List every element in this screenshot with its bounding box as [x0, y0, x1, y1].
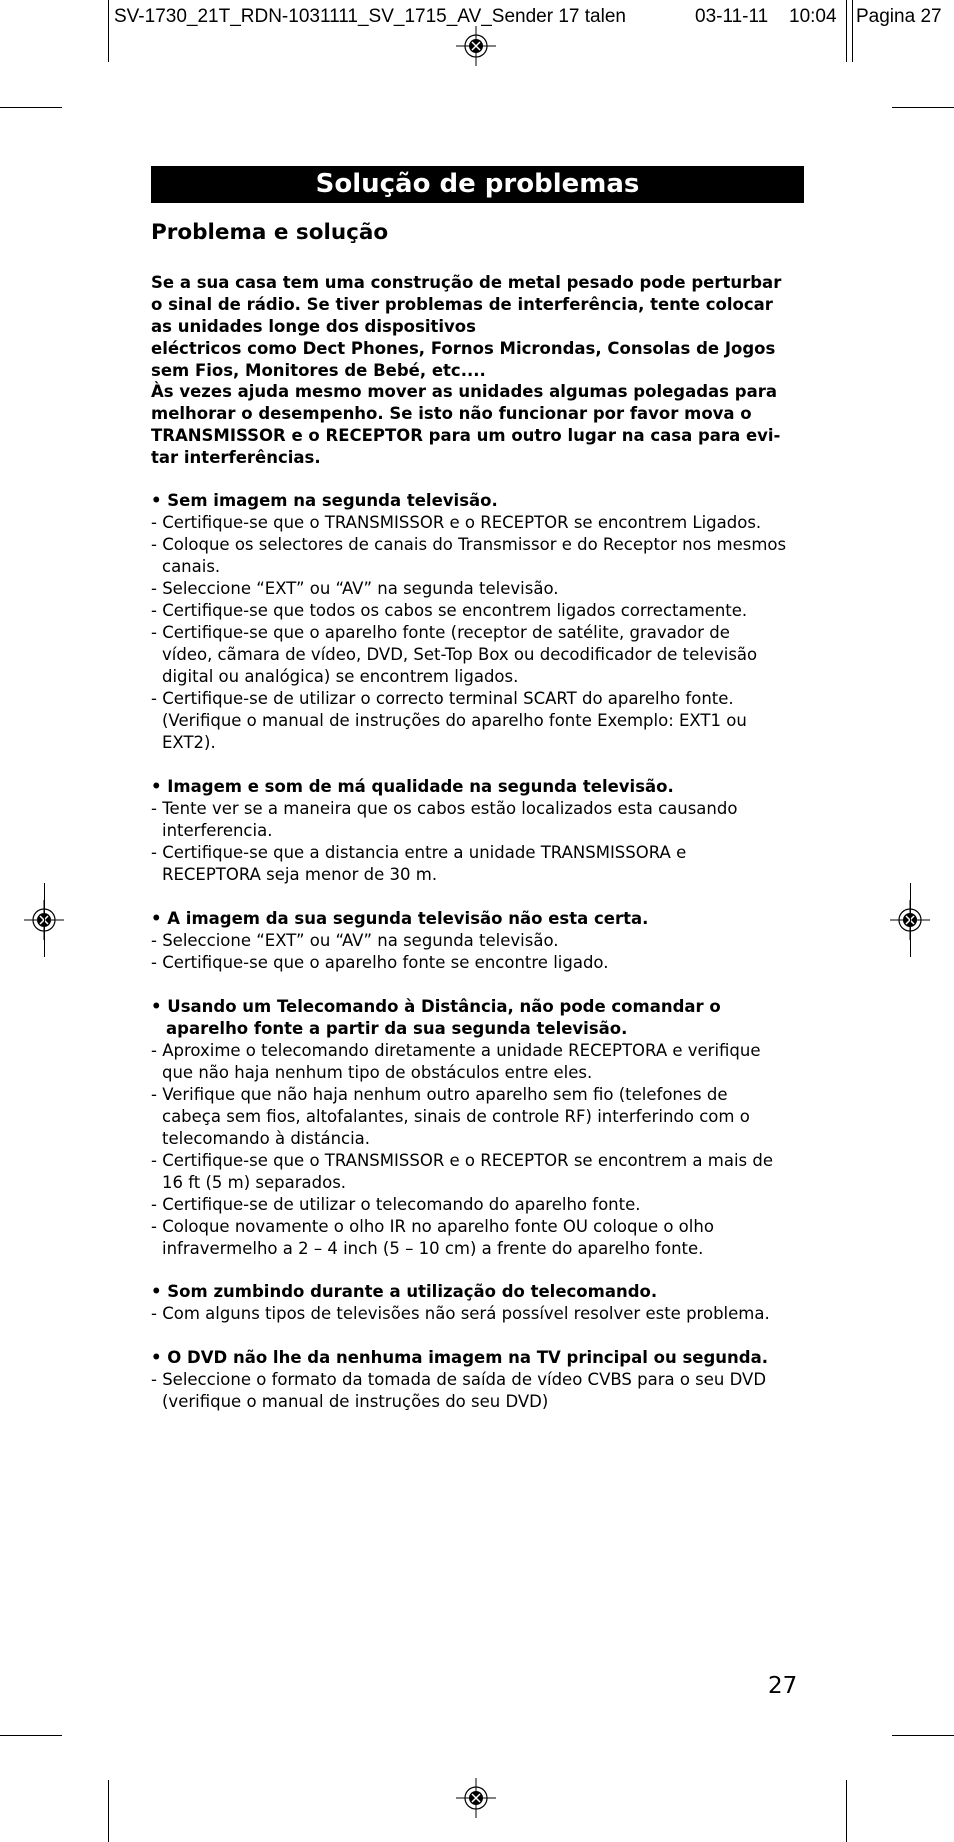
text-line: tar interferências.: [151, 448, 321, 467]
text-line: Se a sua casa tem uma construção de metal pesado pode perturbar: [151, 273, 782, 292]
text-line: - Certifique-se de utilizar o correcto terminal SCART do aparelho fonte.: [151, 689, 734, 708]
text-line: 16 ft (5 m) separados.: [162, 1173, 347, 1192]
crop-mark-top-left: [0, 107, 62, 108]
text-line: Às vezes ajuda mesmo mover as unidades algumas polegadas para: [151, 382, 777, 401]
page-number: 27: [768, 1673, 798, 1699]
crop-mark-bottom-right: [892, 1735, 954, 1736]
text-line: - Seleccione “EXT” ou “AV” na segunda televisão.: [151, 579, 559, 598]
text-line: infravermelho a 2 – 4 inch (5 – 10 cm) a frente do aparelho fonte.: [162, 1239, 704, 1258]
text-line: (Verifique o manual de instruções do aparelho fonte Exemplo: EXT1 ou: [162, 711, 747, 730]
text-line: - Certifique-se que o TRANSMISSOR e o RECEPTOR se encontrem a mais de: [151, 1151, 773, 1170]
text-line: - Verifique que não haja nenhum outro aparelho sem fio (telefones de: [151, 1085, 728, 1104]
text-line: as unidades longe dos dispositivos: [151, 317, 476, 336]
text-line: • A imagem da sua segunda televisão não esta certa.: [151, 909, 649, 928]
text-line: • Som zumbindo durante a utilização do telecomando.: [151, 1282, 658, 1301]
text-line: - Certifique-se que a distancia entre a unidade TRANSMISSORA e: [151, 843, 687, 862]
text-line: RECEPTORA seja menor de 30 m.: [162, 865, 438, 884]
text-line: EXT2).: [162, 733, 216, 752]
text-line: - Certifique-se que o TRANSMISSOR e o RECEPTOR se encontrem Ligados.: [151, 513, 762, 532]
crop-mark-bottom-left-vertical: [108, 1780, 109, 1842]
registration-line-right: [910, 883, 911, 957]
text-line: (verifique o manual de instruções do seu DVD): [162, 1392, 549, 1411]
text-line: vídeo, cãmara de vídeo, DVD, Set-Top Box ou decodificador de televisão: [162, 645, 758, 664]
slug-page-label: Pagina 27: [856, 6, 942, 27]
text-line: • Usando um Telecomando à Distância, não pode comandar o: [151, 997, 721, 1016]
slug-date: 03-11-11: [695, 6, 769, 27]
text-line: cabeça sem fios, altofalantes, sinais de controle RF) interferindo com o: [162, 1107, 750, 1126]
registration-mark-top-icon: [456, 26, 496, 66]
slug-time: 10:04: [789, 6, 837, 27]
slug-divider-left: [108, 0, 109, 62]
text-line: • O DVD não lhe da nenhuma imagem na TV principal ou segunda.: [151, 1348, 769, 1367]
text-line: - Certifique-se de utilizar o telecomando do aparelho fonte.: [151, 1195, 641, 1214]
text-line: canais.: [162, 557, 221, 576]
text-line: melhorar o desempenho. Se isto não funcionar por favor mova o: [151, 404, 752, 423]
text-line: - Com alguns tipos de televisões não será possível resolver este problema.: [151, 1304, 770, 1323]
text-line: interferencia.: [162, 821, 273, 840]
text-line: eléctricos como Dect Phones, Fornos Microndas, Consolas de Jogos: [151, 339, 776, 358]
crop-mark-bottom-left: [0, 1735, 62, 1736]
crop-mark-top-right: [892, 107, 954, 108]
text-line: - Certifique-se que o aparelho fonte se encontre ligado.: [151, 953, 609, 972]
text-line: que não haja nenhum tipo de obstáculos entre eles.: [162, 1063, 593, 1082]
text-line: • Imagem e som de má qualidade na segunda televisão.: [151, 777, 674, 796]
text-line: • Sem imagem na segunda televisão.: [151, 491, 498, 510]
text-line: - Seleccione o formato da tomada de saída de vídeo CVBS para o seu DVD: [151, 1370, 767, 1389]
text-line: - Certifique-se que todos os cabos se encontrem ligados correctamente.: [151, 601, 748, 620]
text-line: aparelho fonte a partir da sua segunda televisão.: [166, 1019, 628, 1038]
page-title: Solução de problemas: [151, 166, 804, 203]
slug-filename: SV-1730_21T_RDN-1031111_SV_1715_AV_Sender 17 talen: [114, 6, 626, 27]
slug-divider-right: [852, 0, 853, 62]
text-line: digital ou analógica) se encontrem ligados.: [162, 667, 519, 686]
section-heading: Problema e solução: [151, 220, 389, 245]
text-line: o sinal de rádio. Se tiver problemas de interferência, tente colocar: [151, 295, 773, 314]
slug-divider-middle: [846, 0, 847, 62]
text-line: - Coloque novamente o olho IR no aparelho fonte OU coloque o olho: [151, 1217, 714, 1236]
text-line: - Seleccione “EXT” ou “AV” na segunda televisão.: [151, 931, 559, 950]
text-line: - Coloque os selectores de canais do Transmissor e do Receptor nos mesmos: [151, 535, 787, 554]
text-line: - Certifique-se que o aparelho fonte (receptor de satélite, gravador de: [151, 623, 730, 642]
crop-mark-bottom-right-vertical: [846, 1780, 847, 1842]
text-line: sem Fios, Monitores de Bebé, etc....: [151, 361, 486, 380]
text-line: TRANSMISSOR e o RECEPTOR para um outro lugar na casa para evi-: [151, 426, 781, 445]
registration-line-left: [44, 883, 45, 957]
text-line: - Tente ver se a maneira que os cabos estão localizados esta causando: [151, 799, 738, 818]
registration-mark-bottom-icon: [456, 1778, 496, 1818]
text-line: telecomando à distáncia.: [162, 1129, 371, 1148]
text-line: - Aproxime o telecomando diretamente a unidade RECEPTORA e verifique: [151, 1041, 761, 1060]
